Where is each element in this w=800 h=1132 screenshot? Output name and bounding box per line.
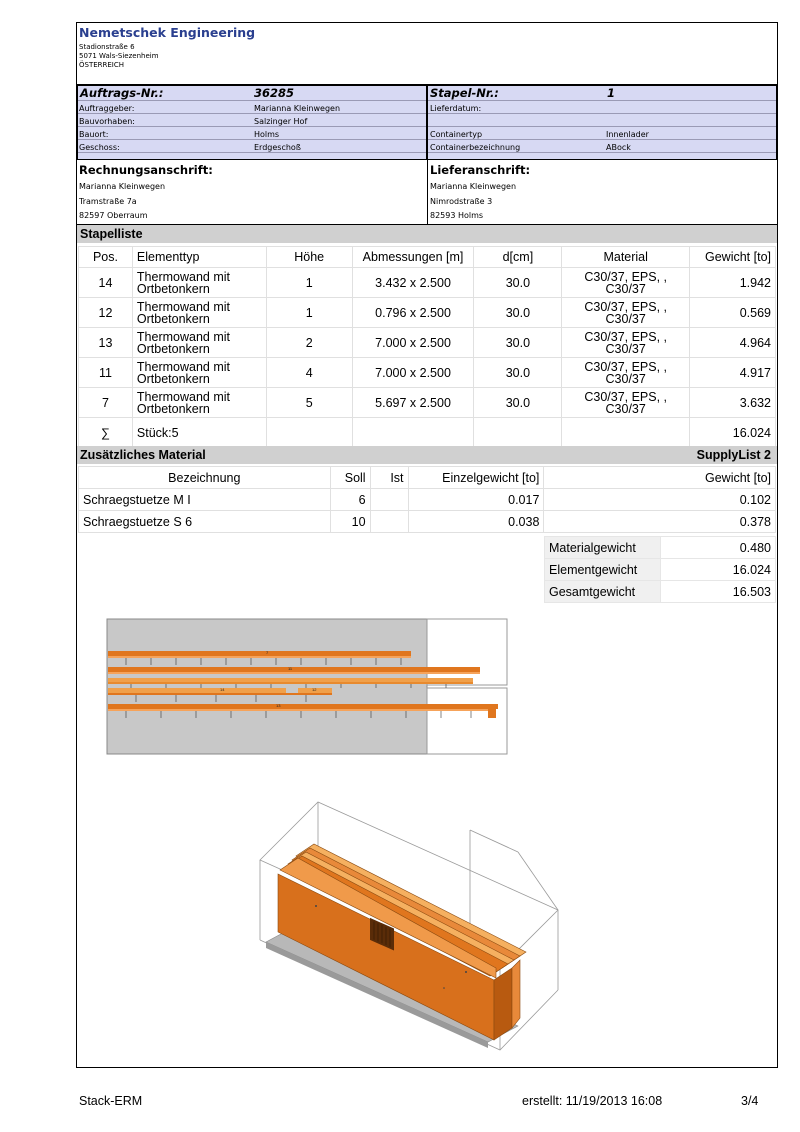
weight-cell: 0.569	[690, 298, 776, 328]
table-row	[79, 511, 776, 533]
bauvorhaben-value: Salzinger Hof	[254, 117, 308, 126]
table-row	[79, 388, 776, 418]
type-line: Thermowand mit	[136, 389, 231, 404]
material-cell	[562, 358, 690, 388]
divider	[78, 113, 426, 114]
stapel-label: Stapel-Nr.:	[430, 86, 499, 100]
weight-cell: 0.378	[544, 511, 776, 533]
table-row	[545, 581, 776, 603]
col-header: Gewicht [to]	[690, 247, 776, 268]
delivery-line: Marianna Kleinwegen	[430, 182, 517, 191]
geschoss-label: Geschoss:	[79, 143, 120, 152]
type-line: Ortbetonkern	[136, 281, 210, 296]
type-cell	[132, 358, 266, 388]
unit-weight-cell: 0.038	[408, 511, 544, 533]
divider	[428, 100, 776, 101]
material-cell	[562, 298, 690, 328]
col-header: Bezeichnung	[79, 467, 331, 489]
dimension-cell: 7.000 x 2.500	[352, 358, 474, 388]
material-line: C30/37	[605, 371, 646, 386]
billing-line: 82597 Oberraum	[79, 211, 148, 220]
type-line: Thermowand mit	[136, 329, 231, 344]
ist-cell	[370, 489, 408, 511]
col-header: Material	[562, 247, 690, 268]
height-cell: 2	[266, 328, 352, 358]
dimension-cell: 0.796 x 2.500	[352, 298, 474, 328]
col-header: Höhe	[266, 247, 352, 268]
supply-table	[78, 466, 776, 533]
unit-weight-cell: 0.017	[408, 489, 544, 511]
divider	[428, 139, 776, 140]
containertyp-label: Containertyp	[430, 130, 483, 139]
empty-cell	[474, 418, 562, 448]
thickness-cell: 30.0	[474, 388, 562, 418]
table-row	[79, 268, 776, 298]
sum-weight: 16.024	[690, 418, 776, 448]
footer-page-number: 3/4	[741, 1094, 759, 1108]
table-row	[545, 559, 776, 581]
bauort-value: Holms	[254, 130, 280, 139]
billing-title: Rechnungsanschrift:	[79, 163, 213, 177]
empty-cell	[352, 418, 474, 448]
empty-cell	[266, 418, 352, 448]
material-name: Schraegstuetze S 6	[79, 511, 331, 533]
thickness-cell: 30.0	[474, 298, 562, 328]
col-header: Ist	[370, 467, 408, 489]
divider	[78, 152, 426, 153]
type-line: Thermowand mit	[136, 269, 231, 284]
material-line: C30/37, EPS, ,	[584, 269, 668, 284]
divider	[428, 152, 776, 153]
weight-cell: 4.917	[690, 358, 776, 388]
material-line: C30/37, EPS, ,	[584, 299, 668, 314]
auftraggeber-value: Marianna Kleinwegen	[254, 104, 341, 113]
stapel-value: 1	[607, 86, 616, 100]
divider	[428, 126, 776, 127]
total-value: 16.503	[660, 581, 775, 603]
total-value: 16.024	[660, 559, 775, 581]
weight-cell: 4.964	[690, 328, 776, 358]
sum-symbol: ∑	[79, 418, 133, 448]
col-header: Einzelgewicht [to]	[408, 467, 544, 489]
stack-top-view-drawing	[106, 618, 510, 756]
height-cell: 1	[266, 298, 352, 328]
table-row	[545, 537, 776, 559]
footer-created: erstellt: 11/19/2013 16:08	[522, 1094, 663, 1108]
element-label: 11	[288, 666, 293, 671]
height-cell: 4	[266, 358, 352, 388]
material-line: C30/37	[605, 281, 646, 296]
thickness-cell: 30.0	[474, 328, 562, 358]
material-line: C30/37, EPS, ,	[584, 389, 668, 404]
col-header: d[cm]	[474, 247, 562, 268]
pos-cell: 14	[79, 268, 133, 298]
weight-cell: 1.942	[690, 268, 776, 298]
divider	[78, 126, 426, 127]
type-cell	[132, 388, 266, 418]
table-row	[79, 328, 776, 358]
dimension-cell: 3.432 x 2.500	[352, 268, 474, 298]
height-cell: 5	[266, 388, 352, 418]
pos-cell: 7	[79, 388, 133, 418]
divider	[427, 160, 428, 224]
material-cell	[562, 268, 690, 298]
col-header: Soll	[330, 467, 370, 489]
material-cell	[562, 328, 690, 358]
type-line: Ortbetonkern	[136, 311, 210, 326]
section-zusatz-title: Zusätzliches Material	[80, 448, 206, 462]
col-header: Elementtyp	[132, 247, 266, 268]
total-label: Gesamtgewicht	[545, 581, 661, 603]
auftrag-value: 36285	[254, 86, 295, 100]
dimension-cell: 5.697 x 2.500	[352, 388, 474, 418]
col-header: Pos.	[79, 247, 133, 268]
geschoss-value: Erdgeschoß	[254, 143, 301, 152]
divider	[78, 100, 426, 101]
type-cell	[132, 268, 266, 298]
auftraggeber-label: Auftraggeber:	[79, 104, 135, 113]
footer-report-name: Stack-ERM	[79, 1094, 143, 1108]
col-header: Gewicht [to]	[544, 467, 776, 489]
material-line: C30/37	[605, 401, 646, 416]
type-line: Ortbetonkern	[136, 341, 210, 356]
billing-line: Tramstraße 7a	[79, 197, 137, 206]
ist-cell	[370, 511, 408, 533]
supply-list-name: SupplyList 2	[696, 448, 771, 462]
pos-cell: 11	[79, 358, 133, 388]
company-address-line: ÖSTERREICH	[79, 61, 125, 69]
table-row	[79, 298, 776, 328]
divider	[428, 113, 776, 114]
thickness-cell: 30.0	[474, 268, 562, 298]
billing-line: Marianna Kleinwegen	[79, 182, 166, 191]
total-value: 0.480	[660, 537, 775, 559]
delivery-title: Lieferanschrift:	[430, 163, 531, 177]
delivery-line: 82593 Holms	[430, 211, 484, 220]
dimension-cell: 7.000 x 2.500	[352, 328, 474, 358]
type-cell	[132, 298, 266, 328]
divider	[78, 139, 426, 140]
delivery-line: Nimrodstraße 3	[430, 197, 493, 206]
table-row	[79, 489, 776, 511]
type-line: Thermowand mit	[136, 299, 231, 314]
company-address-line: Stadionstraße 6	[79, 43, 135, 51]
soll-cell: 10	[330, 511, 370, 533]
material-line: C30/37, EPS, ,	[584, 359, 668, 374]
pos-cell: 12	[79, 298, 133, 328]
company-address-line: 5071 Wals-Siezenheim	[79, 52, 159, 60]
element-label: 14	[220, 687, 225, 692]
total-label: Elementgewicht	[545, 559, 661, 581]
empty-cell	[562, 418, 690, 448]
element-label: 7	[266, 650, 269, 655]
pos-cell: 13	[79, 328, 133, 358]
weight-cell: 3.632	[690, 388, 776, 418]
lieferdatum-label: Lieferdatum:	[430, 104, 482, 113]
type-line: Ortbetonkern	[136, 371, 210, 386]
type-line: Thermowand mit	[136, 359, 231, 374]
type-line: Ortbetonkern	[136, 401, 210, 416]
material-cell	[562, 388, 690, 418]
type-cell	[132, 328, 266, 358]
bauort-label: Bauort:	[79, 130, 109, 139]
element-label: 12	[312, 687, 317, 692]
col-header: Abmessungen [m]	[352, 247, 474, 268]
containerbezeichnung-label: Containerbezeichnung	[430, 143, 521, 152]
thickness-cell: 30.0	[474, 358, 562, 388]
material-line: C30/37, EPS, ,	[584, 329, 668, 344]
bauvorhaben-label: Bauvorhaben:	[79, 117, 135, 126]
weight-totals-table	[544, 536, 776, 603]
height-cell: 1	[266, 268, 352, 298]
material-line: C30/37	[605, 341, 646, 356]
weight-cell: 0.102	[544, 489, 776, 511]
containertyp-value: Innenlader	[606, 130, 649, 139]
auftrag-label: Auftrags-Nr.:	[80, 86, 164, 100]
stack-table	[78, 246, 776, 448]
soll-cell: 6	[330, 489, 370, 511]
material-line: C30/37	[605, 311, 646, 326]
sum-count: Stück:5	[132, 418, 266, 448]
sum-row	[79, 418, 776, 448]
total-label: Materialgewicht	[545, 537, 661, 559]
containerbezeichnung-value: ABock	[606, 143, 631, 152]
material-name: Schraegstuetze M I	[79, 489, 331, 511]
table-row	[79, 358, 776, 388]
section-stapelliste-title: Stapelliste	[77, 225, 777, 243]
element-label: 13	[276, 703, 281, 708]
section-zusatz	[77, 446, 777, 464]
company-name: Nemetschek Engineering	[79, 25, 256, 40]
stack-3d-view-drawing	[258, 800, 564, 1070]
